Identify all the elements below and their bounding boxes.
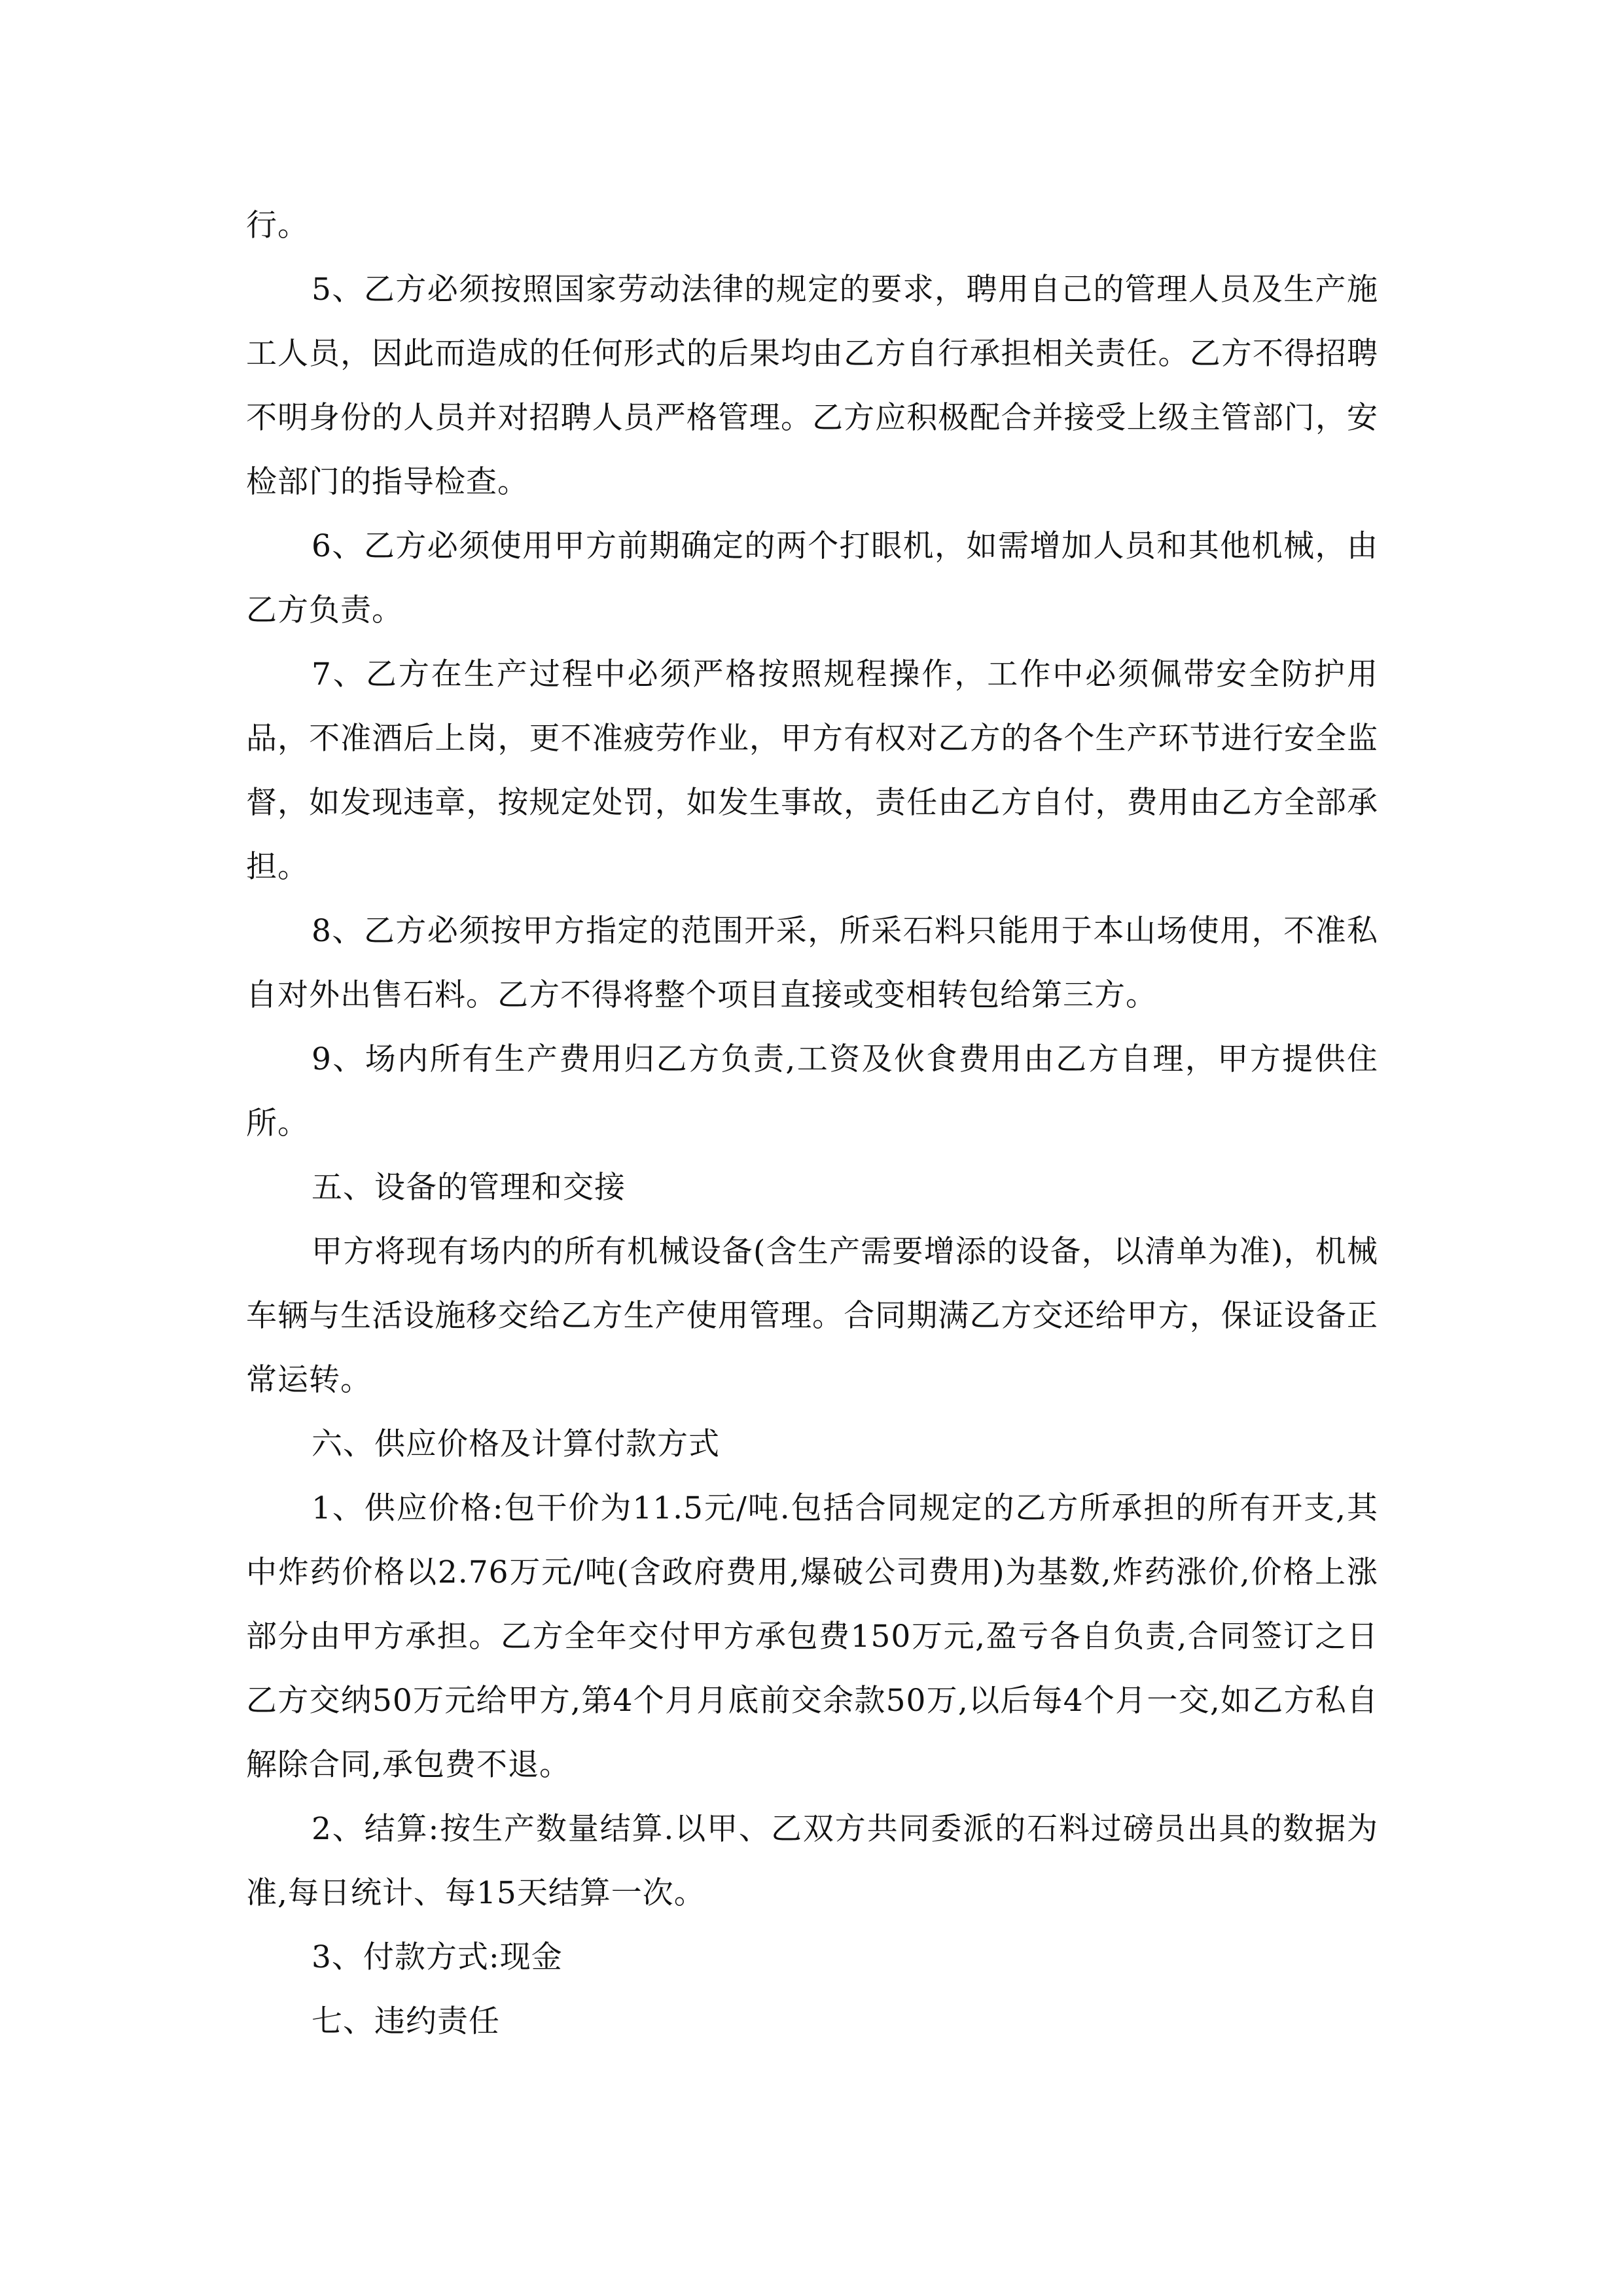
clause-7: 7、乙方在生产过程中必须严格按照规程操作，工作中必须佩带安全防护用品，不准酒后上岗，更不准疲劳作业，甲方有权对乙方的各个生产环节进行安全监督，如发现违章，按规定处罚，如发生事故，责任由乙方自付，费用由乙方全部承担。	[246, 656, 1378, 885]
settlement-clause-2: 2、结算:按生产数量结算.以甲、乙双方共同委派的石料过磅员出具的数据为准,每日统计、每15天结算一次。	[246, 1811, 1378, 1911]
paragraph-continuation: 行。	[246, 207, 309, 243]
document-page	[246, 194, 1378, 2054]
clause-5: 5、乙方必须按照国家劳动法律的规定的要求，聘用自己的管理人员及生产施工人员，因此而造成的任何形式的后果均由乙方自行承担相关责任。乙方不得招聘不明身份的人员并对招聘人员严格管理。乙方应积极配合并接受上级主管部门，安检部门的指导检查。	[246, 272, 1378, 500]
section-heading-6: 六、供应价格及计算付款方式	[312, 1426, 720, 1462]
clause-6: 6、乙方必须使用甲方前期确定的两个打眼机，如需增加人员和其他机械，由乙方负责。	[246, 528, 1378, 628]
clause-8: 8、乙方必须按甲方指定的范围开采，所采石料只能用于本山场使用，不准私自对外出售石料。乙方不得将整个项目直接或变相转包给第三方。	[246, 913, 1378, 1013]
equipment-paragraph: 甲方将现有场内的所有机械设备(含生产需要增添的设备，以清单为准)，机械车辆与生活设施移交给乙方生产使用管理。合同期满乙方交还给甲方，保证设备正常运转。	[246, 1234, 1378, 1398]
section-heading-5: 五、设备的管理和交接	[312, 1170, 626, 1206]
payment-clause-3: 3、付款方式:现金	[312, 1939, 563, 1975]
pricing-clause-1: 1、供应价格:包干价为11.5元/吨.包括合同规定的乙方所承担的所有开支,其中炸药价格以2.76万元/吨(含政府费用,爆破公司费用)为基数,炸药涨价,价格上涨部分由甲方承担。乙方全年交付甲方承包费150万元,盈亏各自负责,合同签订之日乙方交纳50万元给甲方,第4个月月底前交余款50万,以后每4个月一交,如乙方私自解除合同,承包费不退。	[246, 1490, 1378, 1783]
clause-9: 9、场内所有生产费用归乙方负责,工资及伙食费用由乙方自理，甲方提供住所。	[246, 1041, 1378, 1141]
section-heading-7: 七、违约责任	[312, 2003, 500, 2039]
